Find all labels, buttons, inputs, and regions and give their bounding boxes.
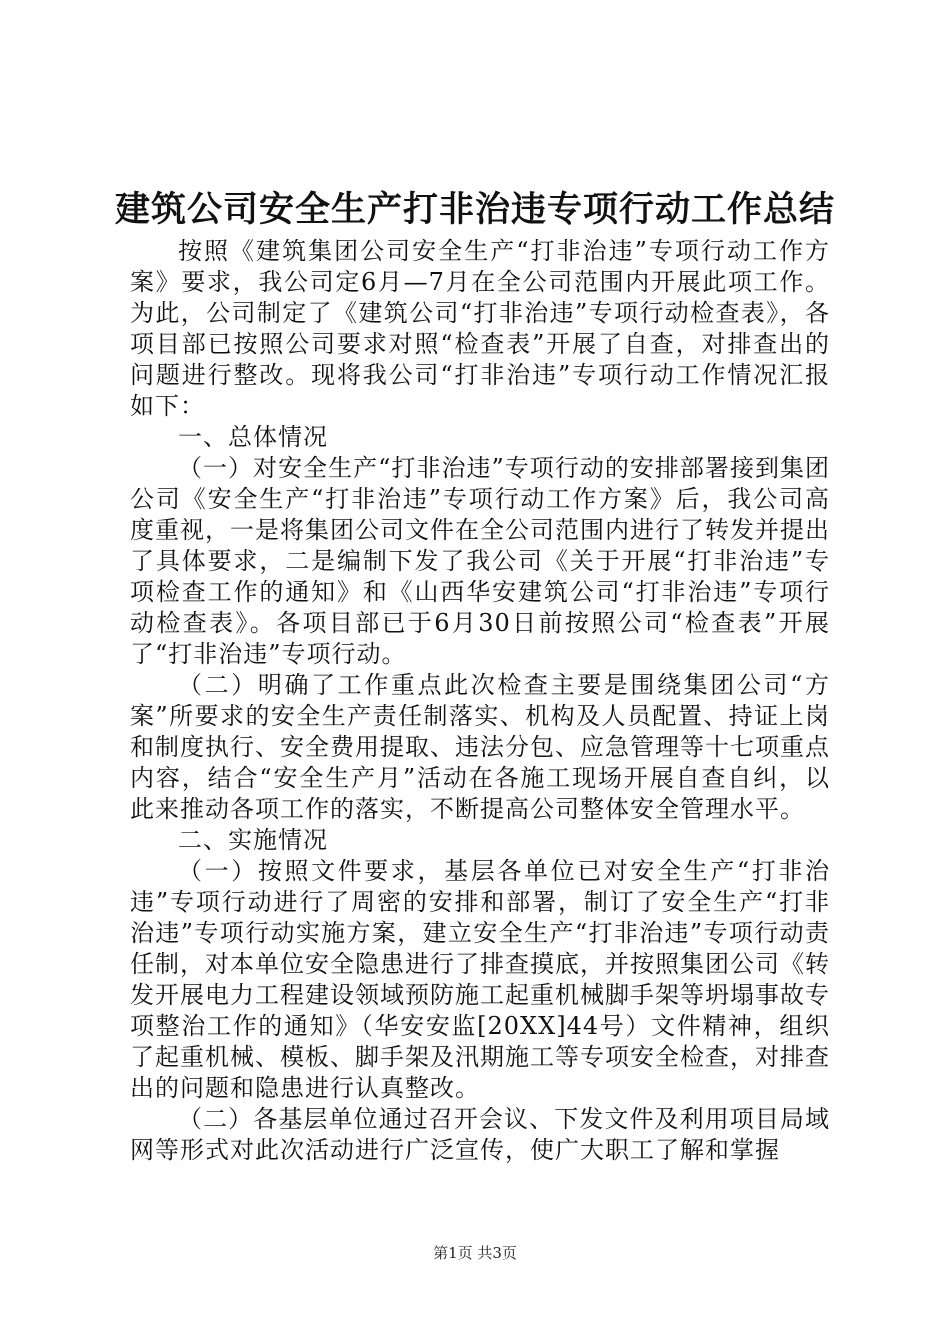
paragraph-intro: 按照《建筑集团公司安全生产“打非治违”专项行动工作方案》要求，我公司定6月—7月在全公司范围内开展此项工作。为此，公司制定了《建筑公司“打非治违”专项行动检查表》，各项目部已按照公司要求对照“检查表”开展了自查，对排查出的问题进行整改。现将我公司“打非治违”专项行动工作情况汇报如下： — [130, 237, 830, 420]
paragraph-overview-2: （二）明确了工作重点此次检查主要是围绕集团公司“方案”所要求的安全生产责任制落实、机构及人员配置、持证上岗和制度执行、安全费用提取、违法分包、应急管理等十七项重点内容，结合“安全生产月”活动在各施工现场开展自查自纠，以此来推动各项工作的落实，不断提高公司整体安全管理水平。 — [130, 671, 830, 823]
page-footer: 第1页 共3页 — [433, 1244, 517, 1262]
section-heading-implementation: 二、实施情况 — [178, 826, 328, 854]
section-heading-overview: 一、总体情况 — [178, 423, 328, 451]
document-body — [130, 236, 830, 1166]
paragraph-implementation-2: （二）各基层单位通过召开会议、下发文件及利用项目局域网等形式对此次活动进行广泛宣传，使广大职工了解和掌握 — [130, 1105, 830, 1164]
paragraph-overview-1: （一）对安全生产“打非治违”专项行动的安排部署接到集团公司《安全生产“打非治违”专项行动工作方案》后，我公司高度重视，一是将集团公司文件在全公司范围内进行了转发并提出了具体要求，二是编制下发了我公司《关于开展“打非治违”专项检查工作的通知》和《山西华安建筑公司“打非治违”专项行动检查表》。各项目部已于6月30日前按照公司“检查表”开展了“打非治违”专项行动。 — [130, 454, 830, 668]
paragraph-implementation-1: （一）按照文件要求，基层各单位已对安全生产“打非治违”专项行动进行了周密的安排和部署，制订了安全生产“打非治违”专项行动实施方案，建立安全生产“打非治违”专项行动责任制，对本单位安全隐患进行了排查摸底，并按照集团公司《转发开展电力工程建设领域预防施工起重机械脚手架等坍塌事故专项整治工作的通知》（华安安监[20XX]44号）文件精神，组织了起重机械、模板、脚手架及汛期施工等专项安全检查，对排查出的问题和隐患进行认真整改。 — [130, 857, 830, 1102]
document-title: 建筑公司安全生产打非治违专项行动工作总结 — [114, 189, 835, 230]
